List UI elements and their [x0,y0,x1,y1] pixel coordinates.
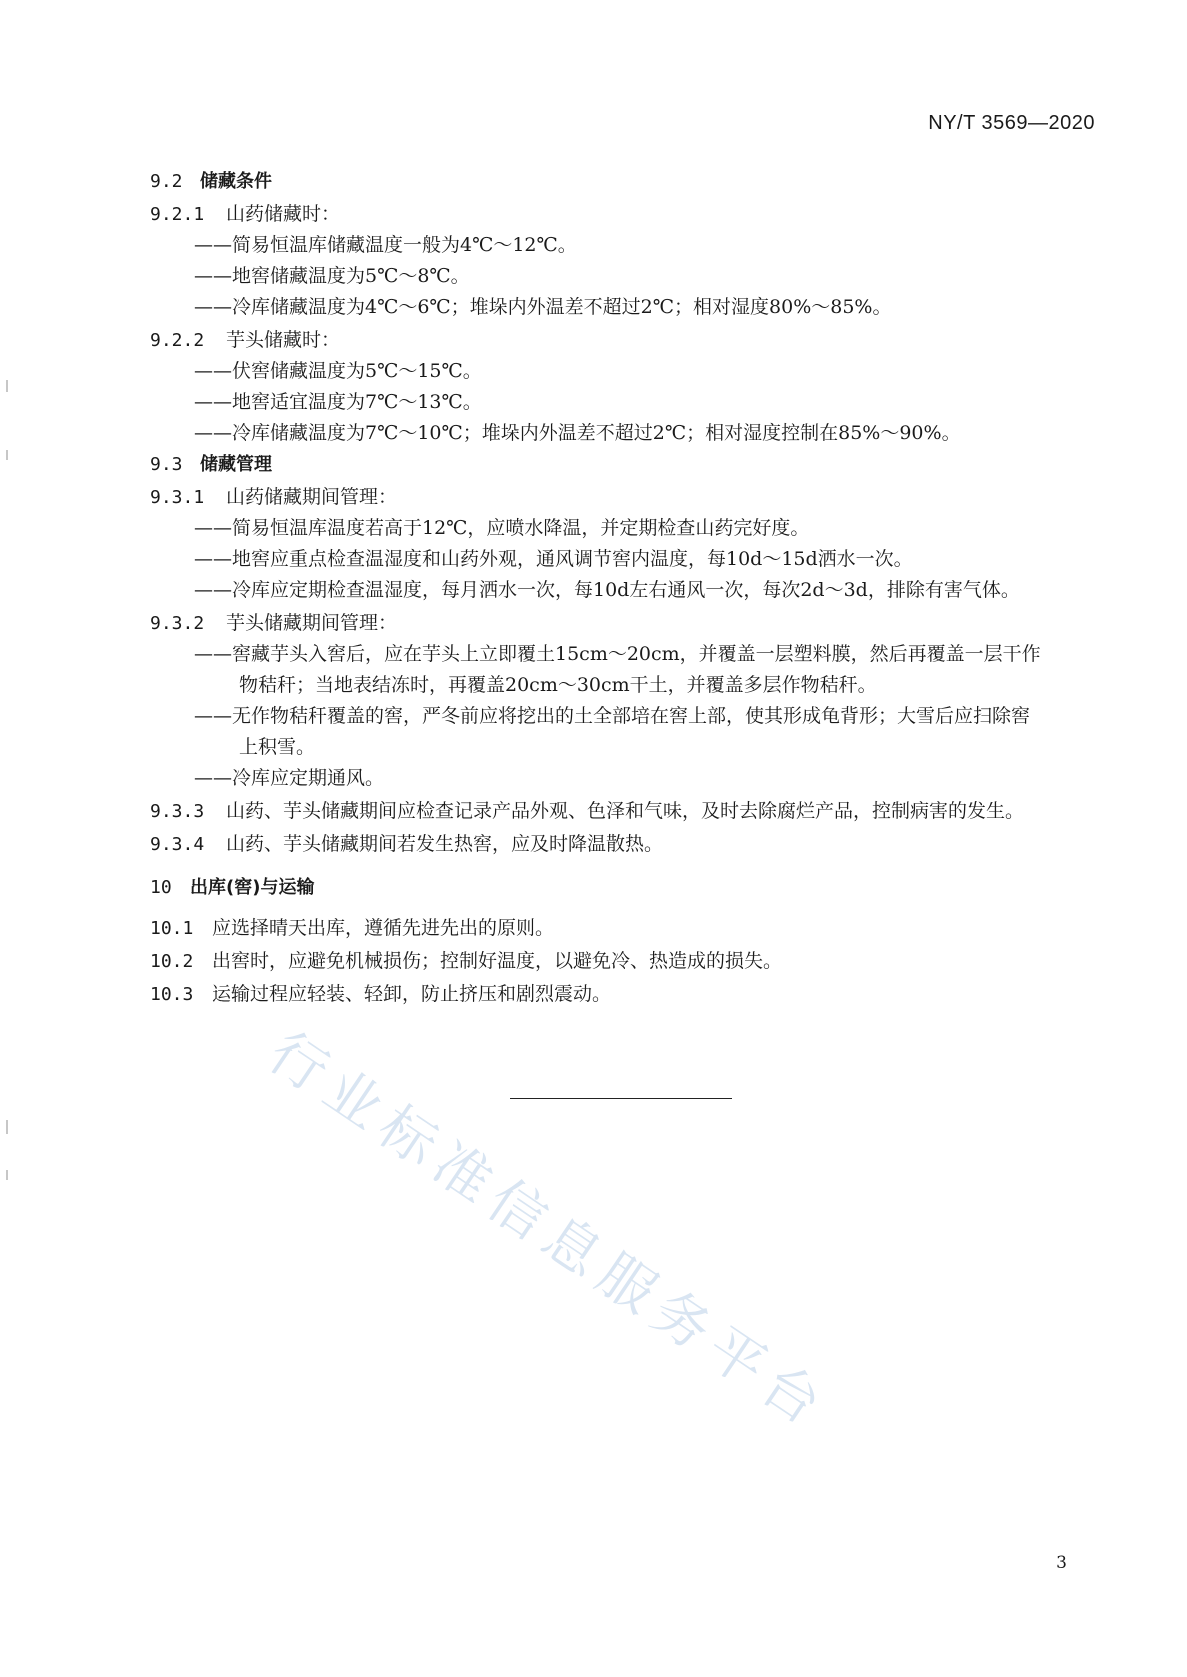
clause [150,979,1110,1010]
chapter-heading [150,872,1110,903]
clause-title: 芋头储藏时： [226,329,341,351]
watermark: 行业标准信息服务平台 [256,1019,841,1443]
section-number: 9.2 [150,171,183,192]
clause-title: 山药储藏期间管理： [226,486,398,508]
clause-text: 山药、芋头储藏期间应检查记录产品外观、色泽和气味，及时去除腐烂产品，控制病害的发生。 [226,800,1025,822]
list-item-text: ——地窖适宜温度为7℃～13℃。 [194,391,482,413]
clause-number: 9.2.2 [150,330,205,351]
section-heading [150,166,1110,197]
section-number: 9.3 [150,454,183,475]
list-item [150,701,1110,763]
list-item [150,261,1110,292]
chapter-number: 10 [150,877,172,898]
clause-number: 10.2 [150,951,194,972]
list-item-text: ——地窖储藏温度为5℃～8℃。 [194,265,470,287]
clause-number: 9.3.1 [150,487,205,508]
scan-edge-mark [6,380,8,392]
list-item [150,513,1110,544]
clause-text: 应选择晴天出库，遵循先进先出的原则。 [212,917,555,939]
clause-number: 10.3 [150,984,194,1005]
list-item-text: ——冷库应定期检查温湿度，每月洒水一次，每10d左右通风一次，每次2d～3d，排除有害气体。 [194,579,1020,601]
list-item-text: ——简易恒温库储藏温度一般为4℃～12℃。 [194,234,577,256]
clause-title: 山药储藏时： [226,203,341,225]
list-item [150,639,1110,701]
standard-code: NY/T 3569—2020 [928,112,1095,134]
clause [150,913,1110,944]
list-item-text: ——冷库应定期通风。 [194,767,385,789]
section-heading [150,449,1110,480]
clause [150,796,1110,827]
list-item [150,356,1110,387]
clause-number: 9.3.3 [150,801,205,822]
list-item [150,418,1110,449]
list-item [150,763,1110,794]
clause [150,482,1110,513]
scan-edge-mark [6,450,8,460]
list-item [150,575,1110,606]
clause-text: 运输过程应轻装、轻卸，防止挤压和剧烈震动。 [212,983,612,1005]
clause-text: 山药、芋头储藏期间若发生热窖，应及时降温散热。 [226,833,664,855]
clause-number: 9.2.1 [150,204,205,225]
clause-number: 10.1 [150,918,194,939]
clause [150,325,1110,356]
list-item-text: ——简易恒温库温度若高于12℃，应喷水降温，并定期检查山药完好度。 [194,517,810,539]
clause-number: 9.3.2 [150,613,205,634]
clause [150,199,1110,230]
clause-number: 9.3.4 [150,834,205,855]
list-item [150,544,1110,575]
page-number: 3 [1056,1553,1067,1573]
section-title: 储藏管理 [200,454,272,475]
list-item-continuation: 上积雪。 [239,736,316,758]
clause [150,829,1110,860]
list-item-text: ——冷库储藏温度为7℃～10℃；堆垛内外温差不超过2℃；相对湿度控制在85%～90%。 [194,422,961,444]
clause-text: 出窖时，应避免机械损伤；控制好温度，以避免冷、热造成的损失。 [212,950,783,972]
clause [150,608,1110,639]
end-of-document-rule [510,1098,732,1099]
list-item-continuation: 物秸秆；当地表结冻时，再覆盖20cm～30cm干土，并覆盖多层作物秸秆。 [239,674,877,696]
list-item [150,230,1110,261]
document-body [150,166,1110,1010]
list-item-text: ——窖藏芋头入窖后，应在芋头上立即覆土15cm～20cm，并覆盖一层塑料膜，然后再覆盖一层干作 [194,643,1041,665]
chapter-title: 出库(窖)与运输 [190,877,315,898]
clause-title: 芋头储藏期间管理： [226,612,398,634]
list-item-text: ——伏窖储藏温度为5℃～15℃。 [194,360,482,382]
scan-edge-mark [6,1170,8,1180]
list-item-text: ——无作物秸秆覆盖的窖，严冬前应将挖出的土全部培在窖上部，使其形成龟背形；大雪后应扫除窖 [194,705,1031,727]
list-item [150,387,1110,418]
section-title: 储藏条件 [200,171,272,192]
scan-edge-mark [6,1120,8,1134]
clause [150,946,1110,977]
list-item-text: ——冷库储藏温度为4℃～6℃；堆垛内外温差不超过2℃；相对湿度80%～85%。 [194,296,892,318]
list-item [150,292,1110,323]
list-item-text: ——地窖应重点检查温湿度和山药外观，通风调节窖内温度，每10d～15d洒水一次。 [194,548,913,570]
